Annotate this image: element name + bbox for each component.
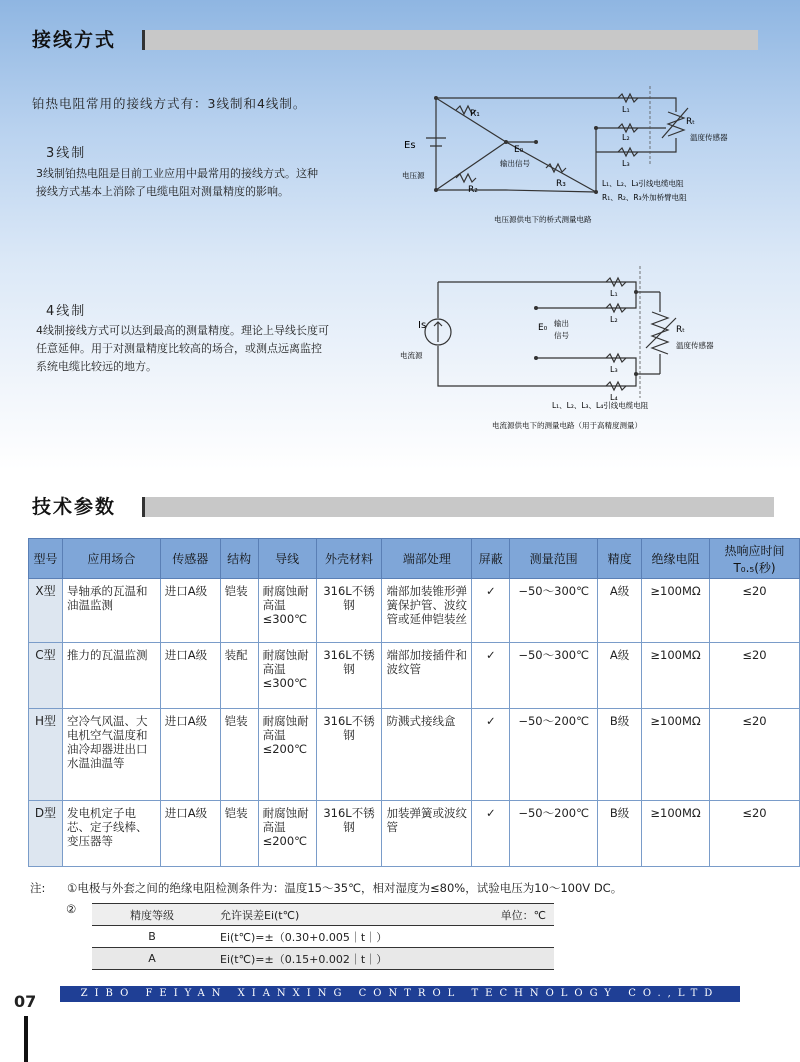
cell-shell: 316L不锈钢 [316,709,382,801]
cell-structure: 铠装 [220,801,258,867]
label-l3: L₃ [622,159,630,168]
label-l1: L₁ [622,105,630,114]
table-row [29,801,800,867]
notes [30,880,622,896]
label-l2-2: L₂ [610,315,618,324]
label-current-source: 电流源 [400,351,423,360]
section-header-specs [32,491,128,519]
label-output-signal: 输出信号 [500,159,530,168]
section-header-wiring [32,24,128,52]
label-temp-sensor-2: 温度传感器 [676,341,714,350]
section-title-bar [142,30,758,50]
th-insulation: 绝缘电阻 [642,539,710,579]
diagram2-caption: 电流源供电下的测量电路（用于高精度测量） [492,421,642,430]
th-shell: 外壳材料 [316,539,382,579]
legend-lines-2: L₁、L₂、L₃、L₄引线电缆电阻 [552,401,649,410]
cell-structure: 铠装 [220,709,258,801]
cell-accuracy: B级 [598,709,642,801]
cell-wire: 耐腐蚀耐高温≤300℃ [258,643,316,709]
cell-accuracy: B级 [598,801,642,867]
cell-range: −50～300℃ [510,643,598,709]
diagram1-caption: 电压源供电下的桥式测量电路 [494,215,592,224]
legend-lines: L₁、L₂、L₃引线电缆电阻 [602,179,684,188]
cell-range: −50～200℃ [510,709,598,801]
cell-shell: 316L不锈钢 [316,801,382,867]
page-number: 07 [14,992,37,1011]
section-title: 技术参数 [32,495,117,518]
cell-shield: ✓ [472,643,510,709]
four-wire-title: 4线制 [46,304,87,319]
th-response: 热响应时间 T₀.₅(秒) [710,539,800,579]
cell-type: D型 [29,801,63,867]
th-accuracy: 精度 [598,539,642,579]
cell-sensor: 进口A级 [160,643,220,709]
cell-sensor: 进口A级 [160,801,220,867]
th-shield: 屏蔽 [472,539,510,579]
label-l1-2: L₁ [610,289,618,298]
four-wire-desc-3: 系统电缆比较远的地方。 [36,360,157,373]
section-title: 接线方式 [32,28,117,51]
tol-unit: 单位：℃ [444,904,554,926]
label-r1: R₁ [470,109,480,119]
cell-accuracy: A级 [598,643,642,709]
cell-response: ≤20 [710,801,800,867]
cell-wire: 耐腐蚀耐高温≤300℃ [258,579,316,643]
cell-range: −50～300℃ [510,579,598,643]
bridge-circuit-diagram [396,82,736,232]
label-rt: Rₜ [686,117,695,127]
cell-sensor: 进口A级 [160,579,220,643]
th-type: 型号 [29,539,63,579]
label-output-2: 信号 [554,331,569,340]
th-wire: 导线 [258,539,316,579]
note-2-marker: ② [66,902,77,916]
cell-accuracy: A级 [598,579,642,643]
tol-formula: Ei(t℃)=±（0.30+0.005｜t｜） [212,926,554,948]
cell-response: ≤20 [710,579,800,643]
legend-resistors: R₁、R₂、R₃外加桥臂电阻 [602,193,687,202]
four-wire-circuit-diagram [396,262,736,434]
note-1: ①电极与外套之间的绝缘电阻检测条件为：温度15～35℃，相对湿度为≤80%，试验电压为10～100V DC。 [67,881,623,895]
label-eo-2: E₀ [538,323,548,333]
tol-grade: B [92,926,212,948]
cell-range: −50～200℃ [510,801,598,867]
tol-formula: Ei(t℃)=±（0.15+0.002｜t｜） [212,948,554,970]
label-voltage-source: 电压源 [402,171,425,180]
label-l4-2: L₄ [610,393,618,402]
label-l2: L₂ [622,133,630,142]
label-r3: R₃ [556,179,566,189]
cell-end: 端部加装锥形弹簧保护管、波纹管或延伸铠装丝 [382,579,472,643]
cell-insulation: ≥100MΩ [642,801,710,867]
cell-wire: 耐腐蚀耐高温≤200℃ [258,801,316,867]
label-output-1: 输出 [554,319,569,328]
spec-table [28,538,800,867]
th-structure: 结构 [220,539,258,579]
label-temp-sensor: 温度传感器 [690,133,728,142]
spec-header-row [29,539,800,579]
cell-application: 推力的瓦温监测 [62,643,160,709]
cell-structure: 装配 [220,643,258,709]
th-application: 应用场合 [62,539,160,579]
label-l3-2: L₃ [610,365,618,374]
label-eo: E₀ [514,145,524,155]
cell-insulation: ≥100MΩ [642,643,710,709]
table-row [92,948,554,970]
cell-response: ≤20 [710,643,800,709]
notes-label: 注: [30,881,46,895]
cell-end: 防溅式接线盒 [382,709,472,801]
label-is: Is [418,320,427,331]
three-wire-title: 3线制 [46,146,87,161]
th-end: 端部处理 [382,539,472,579]
th-range: 测量范围 [510,539,598,579]
table-row [92,926,554,948]
cell-application: 空冷气风温、大电机空气温度和油冷却器进出口水温油温等 [62,709,160,801]
cell-shell: 316L不锈钢 [316,579,382,643]
tol-col-grade: 精度等级 [92,904,212,926]
cell-type: X型 [29,579,63,643]
label-es: Es [404,140,416,151]
cell-shell: 316L不锈钢 [316,643,382,709]
three-wire-desc-1: 3线制铂热电阻是目前工业应用中最常用的接线方式。这种 [36,167,318,180]
cell-shield: ✓ [472,709,510,801]
three-wire-desc-2: 接线方式基本上消除了电缆电阻对测量精度的影响。 [36,185,289,198]
cell-insulation: ≥100MΩ [642,709,710,801]
cell-type: H型 [29,709,63,801]
cell-end: 加装弹簧或波纹管 [382,801,472,867]
label-rt-2: Rₜ [676,325,685,335]
page-edge-line [24,1016,28,1062]
cell-end: 端部加接插件和波纹管 [382,643,472,709]
intro-text: 铂热电阻常用的接线方式有：3线制和4线制。 [32,96,307,111]
table-row [29,579,800,643]
cell-structure: 铠装 [220,579,258,643]
th-sensor: 传感器 [160,539,220,579]
cell-insulation: ≥100MΩ [642,579,710,643]
section-title-bar [142,497,774,517]
label-r2: R₂ [468,185,478,195]
four-wire-desc-1: 4线制接线方式可以达到最高的测量精度。理论上导线长度可 [36,324,329,337]
footer-company-bar: ZIBO FEIYAN XIANXING CONTROL TECHNOLOGY CO.,LTD [60,986,740,1002]
tolerance-table [92,903,554,970]
cell-application: 发电机定子电芯、定子线棒、变压器等 [62,801,160,867]
cell-application: 导轴承的瓦温和油温监测 [62,579,160,643]
cell-type: C型 [29,643,63,709]
cell-sensor: 进口A级 [160,709,220,801]
table-row [29,709,800,801]
cell-response: ≤20 [710,709,800,801]
table-row [29,643,800,709]
tol-col-error: 允许误差Ei(t℃) [212,904,444,926]
tolerance-header-row [92,904,554,926]
cell-shield: ✓ [472,579,510,643]
cell-shield: ✓ [472,801,510,867]
cell-wire: 耐腐蚀耐高温≤200℃ [258,709,316,801]
tol-grade: A [92,948,212,970]
four-wire-desc-2: 任意延伸。用于对测量精度比较高的场合，或测点远离监控 [36,342,322,355]
